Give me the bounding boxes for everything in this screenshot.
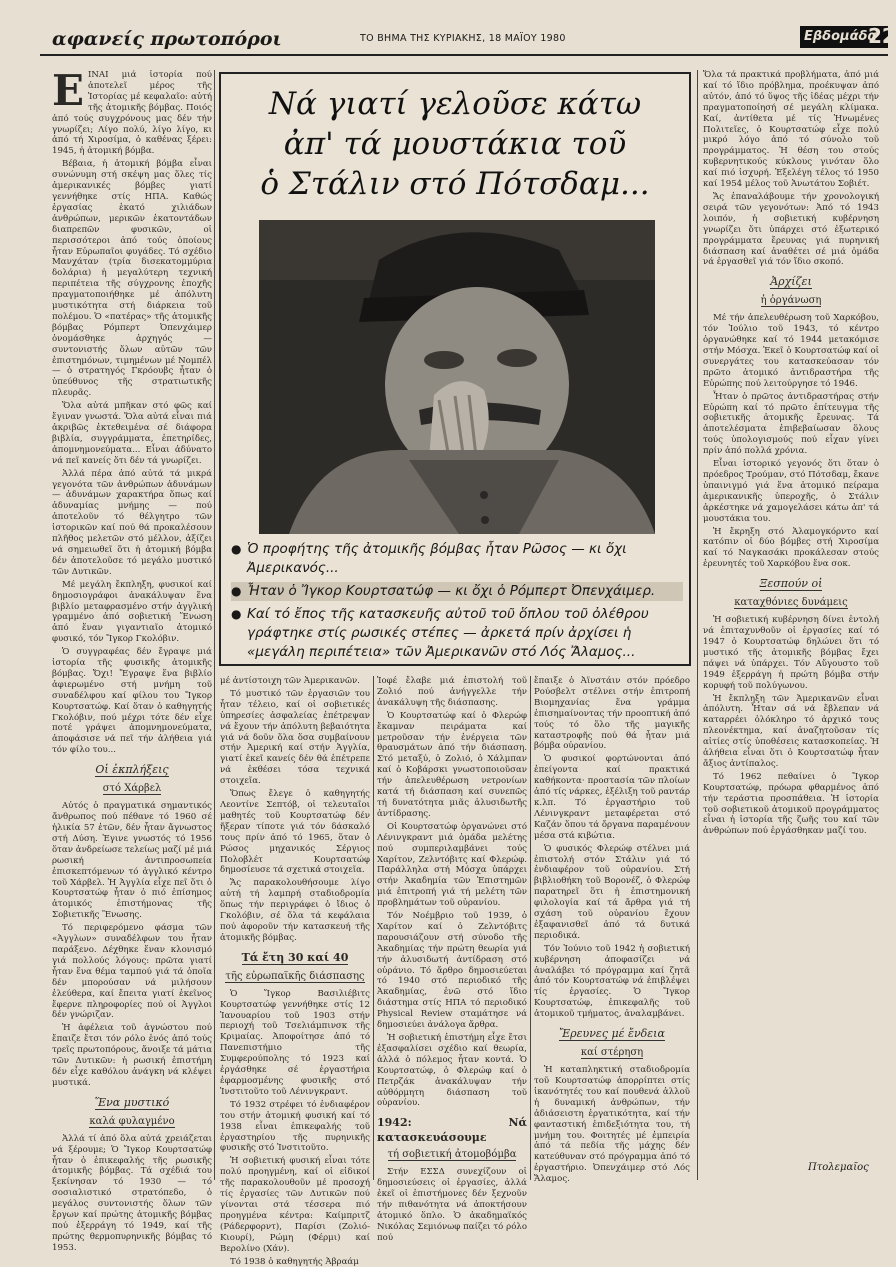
column-rule bbox=[530, 676, 531, 1180]
feature-bullets bbox=[231, 540, 683, 666]
paragraph: Τόν Νοέμβριο τοῦ 1939, ὁ Χαρίτον καί ὁ Ζελντόβιτς παρουσιάζουν στή σύνοδο τῆς Ἀκαδημίας τήν πρώτη θεωρία γιά τήν ἁλυσιδωτή ἀντίδραση στό οὐράνιο. Τό ἄρθρο δημοσιεύεται τό 1940 στό περιοδικό τῆς Ἀκαδημίας, ἐνῶ στό ἴδιο διάστημα στίς ΗΠΑ τό περιοδικό Physical Review σταμάτησε νά δημοσιεύει ἀνάλογα ἄρθρα. bbox=[377, 911, 527, 1031]
subheading: Ἕνα μυστικό bbox=[52, 1095, 212, 1111]
page-number: 22 bbox=[868, 24, 896, 48]
bullet-item: ● Καί τό ἔπος τῆς κατασκευῆς αὐτοῦ τοῦ ὅπλου τοῦ ὀλέθρου γράφτηκε στίς ρωσικές στέπες — ἀρκετά πρίν ἀρχίσει ἡ «μεγάλη περιπέτεια» τῶν Ἀμερικανῶν στό Λός Ἄλαμος... bbox=[231, 605, 683, 662]
paragraph: Ὅλα αὐτά μπῆκαν στό φῶς καί ἔγιναν γνωστά. Ὅλα αὐτά εἶναι πιά ἀκριβῶς ἐκτεθειμένα σέ διάφορα βιβλία, συγγράμματα, ἐπετηρίδες, ἀπομνημονεύματα... Εἶναι ἀδύνατο νά πεῖ κανείς ὅτι δέν τά γνωρίζει. bbox=[52, 401, 212, 466]
bullet-item: ● Ἦταν ὁ Ἴγκορ Κουρτσατώφ — κι ὄχι ὁ Ρόμπερτ Ὀπενχάιμερ. bbox=[231, 582, 683, 601]
paragraph: Ἡ ἔκπληξη τῶν Ἀμερικανῶν εἶναι ἀπόλυτη. Ἦταν σά νά ἔβλεπαν νά καταρρέει ὁλόκληρο τό ἀρχικό τους πλεονέκτημα, καί ἀναζητοῦσαν τίς αἰτίες στίς ὑποθέσεις κατασκοπείας. Ἡ ἀλήθεια εἶναι ὅτι ὁ Κουρτσατώφ ἦταν ἄξιος ἀντίπαλος. bbox=[703, 694, 879, 770]
paragraph: Τό 1932 στρέφει τό ἐνδιαφέρον του στήν ἀτομική φυσική καί τό 1938 εἶναι ἐπικεφαλής τοῦ ἐργαστηρίου τῆς πυρηνικῆς φυσικῆς στό Ἰνστιτοῦτο. bbox=[220, 1100, 370, 1155]
subheading-line2: καταχθόνιες δυνάμεις bbox=[703, 596, 879, 610]
feature-title: Νά γιατί γελοῦσε κάτω ἀπ' τά μουστάκια τοῦ ὁ Στάλιν στό Πότσδαμ... bbox=[221, 84, 689, 204]
column-rule bbox=[373, 676, 374, 1180]
feature-box bbox=[219, 72, 691, 666]
paragraph: Ἀλλά πέρα ἀπό αὐτά τά μικρά γεγονότα τῶν ἀνθρώπων ἀδυνάμων — ἀδυνάμων χαρακτήρα ὅπως καί ἀδυναμίας μνήμης — πού ἀποτελοῦν τό θέλγητρο τῶν ἱστορικῶν καί πού θά προκαλέσουν πλῆθος μελετῶν στό μέλλον, ἀξίζει νά σημειωθεῖ ὅτι ἡ ἀτομική βόμβα δέν ἀποτελοῦσε τό μεγάλο μυστικό τῶν Δυτικῶν. bbox=[52, 469, 212, 578]
subheading-line2: καλά φυλαγμένο bbox=[52, 1115, 212, 1129]
section-heading-line2: τῆς εὐρωπαϊκῆς διάσπασης bbox=[220, 970, 370, 984]
stalin-photo bbox=[259, 220, 655, 534]
paragraph: Οἱ Κουρτσατώφ ὀργανώνει στό Λένινγκραντ μιά ὁμάδα μελέτης πού συμπεριλαμβάνει τούς Χαρίτον, Ζελντόβιτς καί Φλερώφ. Παράλληλα στή Μόσχα ὑπάρχει στήν Ἀκαδημία τῶν Ἐπιστημῶν μιά ἐπιτροπή γιά τή μελέτη τῶν προβλημάτων τοῦ οὐρανίου. bbox=[377, 822, 527, 909]
column-1 bbox=[52, 70, 212, 1180]
paragraph: Ἡ ἔκρηξη στό Ἀλαμογκόρντο καί κατόπιν οἱ δύο βόμβες στή Χιροσίμα καί τό Ναγκασάκι προκάλεσαν στούς ἐρευνητές τοῦ Χαρκόβου ἕνα σοκ. bbox=[703, 527, 879, 571]
paragraph: Ὁ Ἴγκορ Βασιλιέβιτς Κουρτσατώφ γεννήθηκε στίς 12 Ἰανουαρίου τοῦ 1903 στήν περιοχή τοῦ Τσελιάμπινσκ τῆς Κριμαίας. Ἀποφοίτησε ἀπό τό Πανεπιστήμιο τῆς Συμφερούπολης τό 1923 καί ἐργάσθηκε σέ ἐργαστήρια ἐφαρμοσμένης φυσικῆς στό Ἰνστιτοῦτο τοῦ Λένινγκραντ. bbox=[220, 989, 370, 1098]
paragraph: Ἡ ἀφέλεια τοῦ ἀγνώστου πού ἔπαιζε ἔτσι τόν ρόλο ἑνός ἀπό τούς τρεῖς πρωτοπόρους, ἄνοιξε τά μάτια τῶν Δυτικῶν: ἡ ρωσική ἐπιστήμη δέν εἶχε καθόλου ἀνάγκη νά κλέψει μυστικά. bbox=[52, 1023, 212, 1088]
article-lead: ΕΙΝΑΙ μιά ἱστορία πού ἀποτελεῖ μέρος τῆς Ἱστορίας μέ κεφαλαῖο: αὐτή τῆς ἀτομικῆς βόμβας. Ποιός ἀπό τούς συγχρόνους μας δέν τήν γνωρίζει; Λίγο πολύ, λίγο λίγο, κι ἀπό τή Χιροσίμα, ὁ καθένας ξέρει: 1945, ἡ ἀτομική βόμβα. bbox=[52, 70, 212, 157]
section-heading: Τά ἔτη 30 καί 40 bbox=[220, 950, 370, 966]
subheading: Ἀρχίζει bbox=[703, 274, 879, 290]
brand-badge: Εβδομάδα bbox=[800, 26, 888, 48]
portrait-illustration bbox=[259, 220, 655, 534]
paragraph: Ὁ συγγραφέας δέν ἔγραψε μιά ἱστορία τῆς φυσικῆς ἀτομικῆς βόμβας. Ὄχι! Ἔγραψε ἕνα βιβλίο ἀφιερωμένο στή μνήμη τοῦ συναδέλφου καί φίλου του Ἴγκορ Κουρτσατώφ. Καί ὅταν ὁ καθηγητής Γκολόβιν, πού μέχρι τότε δέν εἶχε ποτέ γράψει ἀπομνημονεύματα, ἀποφάσισε νά πεῖ τήν ἀλήθεια γιά τόν φίλο του... bbox=[52, 647, 212, 756]
subheading: Ξεσπούν οἱ bbox=[703, 576, 879, 592]
paragraph: Ὁ Κουρτσατώφ καί ὁ Φλερώφ ἔκαμναν πειράματα καί μετροῦσαν τήν ἐνέργεια τῶν θραυσμάτων ἀπό τήν διάσπαση. Στό μεταξύ, ὁ Ζολιό, ὁ Χάλμπαν καί ὁ Κοβάρσκι γνωστοποιοῦσαν τήν ἀπελευθέρωση νετρονίων κατά τή διάσπαση καί συνεπῶς τή δυνατότητα μιᾶς ἁλυσιδωτῆς ἀντίδρασης. bbox=[377, 711, 527, 820]
paragraph: Ὅπως ἔλεγε ὁ καθηγητής Λεοντίνε Σεπτόβ, οἱ τελευταῖοι μαθητές τοῦ Κουρτσατώφ δέν ἤξεραν τίποτε γιά τόν δάσκαλό τους πρίν ἀπό τό 1965, ὅταν ὁ Ρώσος μηχανικός Σέργιος Πολοβλέτ Κουρτσατώφ δημοσίευσε τά σχετικά στοιχεῖα. bbox=[220, 789, 370, 876]
paragraph: Ἡ σοβιετική φυσική εἶναι τότε πολύ προηγμένη, καί οἱ εἰδικοί τῆς παρακολουθοῦν μέ προσοχή τίς ἐργασίες τῶν Δυτικῶν πού γίνονται στά τέσσερα πιό προηγμένα κέντρα: Καίμπριτζ (Ράδερφορντ), Παρίσι (Ζολιό-Κιουρί), Ρώμη (Φέρμι) καί Βερολίνο (Χάν). bbox=[220, 1156, 370, 1254]
author-signature: Πτολεμαῖος bbox=[808, 1162, 869, 1173]
paragraph: Ἡ σοβιετική ἐπιστήμη εἶχε ἔτσι ἐξασφαλίσει σχέδιο καί θεωρία, ἀλλά ὁ πόλεμος ἦταν κοντά. Ὁ Κουρτσατώφ, ὁ Φλερώφ καί ὁ Πετρζάκ ἀνακάλυψαν τήν αὐθόρμητη διάσπαση τοῦ οὐρανίου. bbox=[377, 1033, 527, 1109]
paragraph: Εἶναι ἱστορικό γεγονός ὅτι ὅταν ὁ πρόεδρος Τρούμαν, στό Πότσδαμ, ἔκανε ὑπαινιγμό γιά ἕνα ἀτομικό πείραμα ἀμερικανικῆς ὑπεροχῆς, ὁ Στάλιν ἀρκέστηκε νά χαμογελάσει κάτω ἀπ' τά μουστάκια του. bbox=[703, 459, 879, 524]
column-3 bbox=[377, 676, 527, 1180]
paragraph: Τόν Ἰούνιο τοῦ 1942 ἡ σοβιετική κυβέρνηση ἀποφασίζει νά ἀναλάβει τό πρόγραμμα καί ζητᾶ ἀπό τόν Κουρτσατώφ νά ἐπιβλέψει τίς ἐργασίες. Ὁ Ἴγκορ Κουρτσατώφ, ἐπικεφαλῆς τοῦ ἀτομικοῦ τμήματος, ἀναλαμβάνει. bbox=[534, 944, 690, 1020]
paragraph: Ἀλλά τί ἀπό ὅλα αὐτά χρειάζεται νά ξέρουμε; Ὁ Ἴγκορ Κουρτσατώφ ἦταν ὁ ἐπικεφαλής τῆς ρωσικῆς ἀτομικῆς βόμβας. Τά σχέδιά του ξεκίνησαν τό 1930 — τό σοσιαλιστικό στρατόπεδο, ὁ μεγάλος συντονιστής ὅλων τῶν ἔργων καί πρώτης ἀτομικῆς βόμβας πού ἐξερράγη τό 1949, καί τῆς πρώτης θερμοπυρηνικῆς βόμβας τό 1953. bbox=[52, 1134, 212, 1254]
header-rule bbox=[40, 54, 888, 56]
paragraph: Ὁ φυσικός Φλερώφ στέλνει μιά ἐπιστολή στόν Στάλιν γιά τό ἐνδιαφέρον τοῦ οὐρανίου. Στή βιβλιοθήκη τοῦ Βορονέζ, ὁ Φλερώφ παρατηρεῖ ὅτι ἡ ἐπιστημονική φιλολογία καί τά ἄρθρα γιά τή σχάση τοῦ οὐρανίου ἔχουν ἐξαφανισθεῖ ἀπό τά δυτικά περιοδικά. bbox=[534, 844, 690, 942]
paragraph: Βέβαια, ἡ ἀτομική βόμβα εἶναι συνώνυμη στή σκέψη μας ὅλες τίς ἀμερικανικές βόμβες γιατί γεννήθηκε στίς ΗΠΑ. Καθώς ἐργασίας ἑκατό χιλιάδων ἀνθρώπων, μερικῶν ἑκατοντάδων διαπρεπῶν φυσικῶν, οἱ περισσότεροι ἀπό τούς ὁποίους ἦταν Εὐρωπαῖοι φυγάδες. Τό σχέδιο Μανχάταν (τρία δισεκατομμύρια δολάρια) ἡ μεγαλύτερη τεχνική περιπέτεια τῆς σύγχρονης ἐποχῆς πραγματοποιήθηκε μέ ἀπόλυτη μυστικότητα στή διάρκεια τοῦ πολέμου. Ὁ «πατέρας» τῆς ἀτομικῆς βόμβας Ρόμπερτ Ὀπενχάιμερ ὀνομάσθηκε ἀρχηγός — συντονιστής ὅλων αὐτῶν τῶν ἐπιστημόνων, τιμημένων μέ Νομπέλ — ὁ στρατηγός Γκρόουβς ἦταν ὁ ὑπεύθυνος τῆς στρατιωτικῆς πλευρᾶς. bbox=[52, 159, 212, 399]
bullet-item: ● Ὁ προφήτης τῆς ἀτομικῆς βόμβας ἦταν Ρῶσος — κι ὄχι Ἀμερικανός... bbox=[231, 540, 683, 578]
paragraph: Αὐτός ὁ πραγματικά σημαντικός ἄνθρωπος πού πέθανε τό 1960 σέ ἡλικία 57 ἐτῶν, δέν ἦταν ἄγνωστος στή Δύση. Ἐγινε γνωστός τό 1956 ὅταν ἀνδρείωσε τελείως μαζί μέ μιά ρωσική ἀντιπροσωπεία ἐπισκεπτόμενων τό ἀγγλικό κέντρο τοῦ Χάρβελ. Ἡ Ἀγγλία εἶχε πεῖ ὅτι ὁ Κουρτσατώφ ἦταν ὁ πιό ἐπίσημος ἀτομικός ἐπιστήμονας τῆς Σοβιετικῆς Ἕνωσης. bbox=[52, 801, 212, 921]
subheading-line2: καί στέρηση bbox=[534, 1046, 690, 1060]
page-header bbox=[40, 24, 888, 54]
section-heading-line2: τή σοβιετική ἀτομοβόμβα bbox=[377, 1148, 527, 1162]
section-title: αφανείς πρωτοπόροι bbox=[52, 28, 282, 50]
subheading: Ἔρευνες μέ ἔνδεια bbox=[534, 1026, 690, 1042]
paragraph: ἔπαιξε ὁ Ἀϊνστάιν στόν πρόεδρο Ρούσβελτ στέλνει στήν ἐπιτροπή Βιομηχανίας ἕνα γράμμα ἐπισημαίνοντας τήν προοπτική ἀπό τούς τό ὅλο τῆς μαγικῆς καταστροφῆς πού θά ἦταν μιά βόμβα οὐρανίου. bbox=[534, 676, 690, 752]
paragraph: Ἦταν ὁ πρῶτος ἀντιδραστήρας στήν Εὐρώπη καί τό πρῶτο ἐπίτευγμα τῆς σοβιετικῆς ἀτομικῆς ἔρευνας. Τά ἀποτελέσματα ἐπιβεβαίωσαν ὅλους τούς ὑπολογισμούς πού εἶχαν γίνει πρίν ἀπό πολλά χρόνια. bbox=[703, 392, 879, 457]
column-2 bbox=[220, 676, 370, 1180]
column-rule bbox=[214, 70, 215, 1180]
paragraph: Τό περιφερόμενο φάσμα τῶν «Ἀγγλων» συναδέλφων του ἦταν παράξενο. Δέχθηκε ἕναν κλονισμό γιά πολλούς λόγους: πρῶτα γιατί ἦταν ἕνα θέμα ταμπού γιά τά ὁποῖα δέν μπορούσαν νά μιλήσουν ἐλεύθερα, καί ἔπειτα γιατί ἐκεῖνος ἔφερνε πληροφορίες πού οἱ Ἀγγλοι δέν γνώριζαν. bbox=[52, 923, 212, 1021]
paragraph: Ἄς παρακολουθήσουμε λίγο αὐτή τή λαμπρή σταδιοδρομία ὅπως τήν περιγράφει ὁ ἴδιος ὁ Γκολόβιν, σέ ὅλα τά κεφάλαια πού ἀφοροῦν τήν κατασκευή τῆς ἀτομικῆς βόμβας. bbox=[220, 878, 370, 943]
paragraph: Ἡ σοβιετική κυβέρνηση δίνει ἐντολή νά ἐπιταχυνθοῦν οἱ ἐργασίες καί τό 1947 ὁ Κουρτσατώφ δηλώνει ὅτι τό μυστικό τῆς ἀτομικῆς βόμβας ἔχει πάψει νά ὑπάρχει. Τόν Αὔγουστο τοῦ 1949 ἐξερράγη ἡ πρώτη βόμβα στήν κορυφή τοῦ πολύγωνου. bbox=[703, 615, 879, 691]
paragraph: Μέ τήν ἀπελευθέρωση τοῦ Χαρκόβου, τόν Ἰούλιο τοῦ 1943, τό κέντρο ὀργανώθηκε καί τό 1944 μετακόμισε στήν Μόσχα. Ἐκεῖ ὁ Κουρτσατώφ καί οἱ συνεργάτες του κατασκεύασαν τόν πρῶτο ἀτομικό ἀντιδραστήρα τῆς Εὐρώπης πού λειτούργησε τό 1946. bbox=[703, 313, 879, 389]
paragraph: Τό 1938 ὁ καθηγητής Ἀβραάμ bbox=[220, 1257, 370, 1267]
subheading-line2: στό Χάρβελ bbox=[52, 782, 212, 796]
paragraph: Μέ μεγάλη ἔκπληξη, φυσικοί καί δημοσιογράφοι ἀνακάλυψαν ἕνα βιβλίο μεταφρασμένο στήν ἀγγλική γραμμένο ἀπό σοβιετική Ἕνωση ἀπό ἕναν γιγαντιαῖο ἀτομικό φυσικό, τόν Ἴγκορ Γκολόβιν. bbox=[52, 580, 212, 645]
subheading: Οἱ ἐκπλήξεις bbox=[52, 762, 212, 778]
subheading-line2: ἡ ὀργάνωση bbox=[703, 294, 879, 308]
paragraph: Τό 1962 πεθαίνει ὁ Ἴγκορ Κουρτσατώφ, πρόωρα φθαρμένος ἀπό τήν τεράστια προσπάθεια. Ἡ ἱστορία τοῦ σοβιετικοῦ ἀτομικοῦ προγράμματος εἶναι ἡ ἱστορία τῆς ζωῆς του καί τῶν ἀνθρώπων πού ἐργάσθηκαν μαζί του. bbox=[703, 772, 879, 837]
paragraph: Στήν ΕΣΣΔ συνεχίζουν οἱ δημοσιεύσεις οἱ ἐργασίες, ἀλλά ἐκεῖ οἱ ἐπιστήμονες δέν ξεχνοῦν τήν πιθανότητα νά ἀποκτήσουν ἀτομικό ὅπλο. Ὁ ἀκαδημαϊκός Νικόλας Σεμιόνωφ παίζει τό ρόλο πού bbox=[377, 1167, 527, 1243]
paper-dateline: ΤΟ ΒΗΜΑ ΤΗΣ ΚΥΡΙΑΚΗΣ, 18 ΜΑΪΟΥ 1980 bbox=[360, 33, 566, 44]
paragraph: Ἄς ἐπαναλάβουμε τήν χρονολογική σειρά τῶν γεγονότων: Ἀπό τό 1943 λοιπόν, ἡ σοβιετική κυβέρνηση γνωρίζει ὅτι ὑπάρχει στό ἐξωτερικό προγράμματα ἔρευνας γιά πυρηνική διάσπαση καί ἀναθέτει σέ μιά ὁμάδα νά ἐργασθεῖ γιά τόν ἴδιο σκοπό. bbox=[703, 192, 879, 268]
column-rule bbox=[697, 70, 698, 1180]
paragraph: Ὅλα τά πρακτικά προβλήματα, ἀπό μιά καί τό ἴδιο πρόβλημα, προέκυψαν ἀπό αὐτόν, ἀπό τό ὕψος τῆς ἰδέας μέχρι τήν πραγματοποίησή σέ μεγάλη κλίμακα. Καί, ἀντίθετα μέ τίς Ἡνωμένες Πολιτεῖες, ὁ Κουρτσατώφ εἶχε πολύ μικρό λόγο ἀπό τό σύνολο τοῦ προγράμματος. Ἡ θέση του στούς κυβερνητικούς κύκλους γινόταν ὅλο καί πιό ἰσχυρή. Ἐξελέγη τέλος τό 1950 καί 1954 μέλος τοῦ Ἀνωτάτου Σοβιέτ. bbox=[703, 70, 879, 190]
paragraph: Ὁ φυσικοί φορτώνονται ἀπό ἐπείγοντα καί πρακτικά καθήκοντα· προστασία τῶν πλοίων ἀπό τίς νάρκες, ἐξέλιξη τοῦ ραντάρ κ.λπ. Τό ἐργαστήριο τοῦ Λένινγκραντ μεταφέρεται στό Καζάν ὅπου τά ὄργανα παραμένουν μέσα στά κιβώτια. bbox=[534, 754, 690, 841]
paragraph: Ἡ καταπληκτική σταδιοδρομία τοῦ Κουρτσατώφ ἀπορρίπτει στίς ἱκανότητές του καί πουθενά ἀλλοῦ ἡ δυναμική ἀνθρώπων, τήν ἀδιάσειστη ἐργατικότητα, καί τήν φανταστική ἐπιδεξιότητα του, τή μνήμη του. Φοιτητές μέ ἐμπειρία ἀπό τά πεδία τῆς μάχης δέν κατεύθυναν στό πρόγραμμα ἀπό τό ἐργαστήριο. Ὀπενχάιμερ στό Λός Ἄλαμος. bbox=[534, 1065, 690, 1185]
column-5 bbox=[703, 70, 879, 1160]
paragraph: Τό μυστικό τῶν ἐργασιῶν του ἦταν τέλειο, καί οἱ σοβιετικές ὑπηρεσίες ἀσφαλείας ἐπέτρεψαν νά ἔχουν τήν ἀπόλυτη βεβαιότητα γιά νά δοῦν ὅλα ὅσα συμβαίνουν στήν Ἀμερική καί στήν Ἀγγλία, γιατί ἐκεῖ κανείς δέν θά ἐπέτρεπε νά ἐκθέσει τόσα τεχνικά στοιχεῖα. bbox=[220, 689, 370, 787]
paragraph: μέ ἀντίστοιχη τῶν Ἀμερικανῶν. bbox=[220, 676, 370, 687]
column-4 bbox=[534, 676, 690, 1180]
paragraph: Ἰοφέ ἔλαβε μιά ἐπιστολή τοῦ Ζολιό πού ἀνήγγελλε τήν ἀνακάλυψη τῆς διάσπασης. bbox=[377, 676, 527, 709]
drop-cap: Ε bbox=[52, 72, 84, 110]
section-heading: 1942: Νά κατασκευάσουμε bbox=[377, 1115, 527, 1145]
